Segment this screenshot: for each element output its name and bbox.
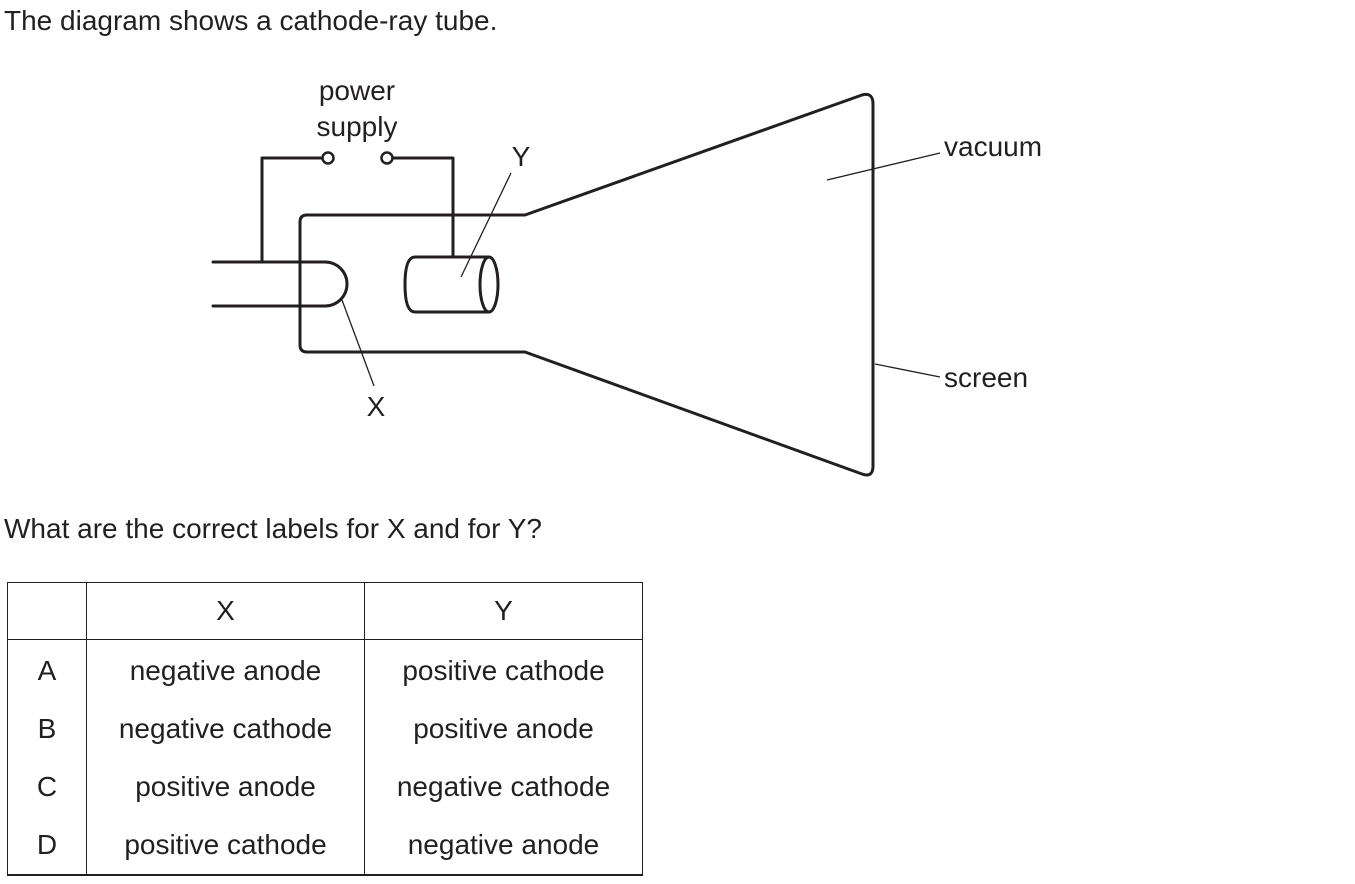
table-row	[8, 700, 643, 758]
y-label: Y	[511, 141, 531, 172]
table-row	[8, 816, 643, 875]
option-y: negative cathode	[365, 758, 643, 816]
option-x: negative cathode	[87, 700, 365, 758]
header-letter	[8, 583, 87, 640]
table-row	[8, 758, 643, 816]
option-y: positive anode	[365, 700, 643, 758]
header-x: X	[87, 583, 365, 640]
option-letter: C	[8, 758, 87, 816]
option-y: negative anode	[365, 816, 643, 875]
terminal-right	[382, 153, 393, 164]
screen-label: screen	[944, 362, 1029, 393]
table-row	[8, 640, 643, 701]
power-supply-label-line2: supply	[316, 111, 398, 142]
terminal-left	[323, 153, 334, 164]
header-y: Y	[365, 583, 643, 640]
option-y: positive cathode	[365, 640, 643, 701]
option-letter: B	[8, 700, 87, 758]
option-x: positive cathode	[87, 816, 365, 875]
screen-pointer	[875, 364, 940, 377]
question-text: What are the correct labels for X and for Y?	[4, 513, 542, 544]
answer-options-table	[7, 582, 643, 876]
intro-text: The diagram shows a cathode-ray tube.	[4, 5, 498, 36]
anode-cylinder-end	[480, 257, 498, 312]
option-letter: D	[8, 816, 87, 875]
vacuum-label: vacuum	[944, 131, 1043, 162]
wire-left	[262, 158, 322, 262]
x-label: X	[366, 391, 386, 422]
power-supply-label-line1: power	[318, 75, 396, 106]
wire-right	[392, 158, 453, 257]
table-header-row	[8, 583, 643, 640]
vacuum-pointer	[827, 153, 940, 180]
cathode-filament	[213, 262, 347, 306]
y-pointer	[461, 173, 511, 277]
anode-cylinder	[405, 257, 489, 312]
option-x: positive anode	[87, 758, 365, 816]
x-pointer	[342, 300, 374, 386]
option-letter: A	[8, 640, 87, 701]
option-x: negative anode	[87, 640, 365, 701]
